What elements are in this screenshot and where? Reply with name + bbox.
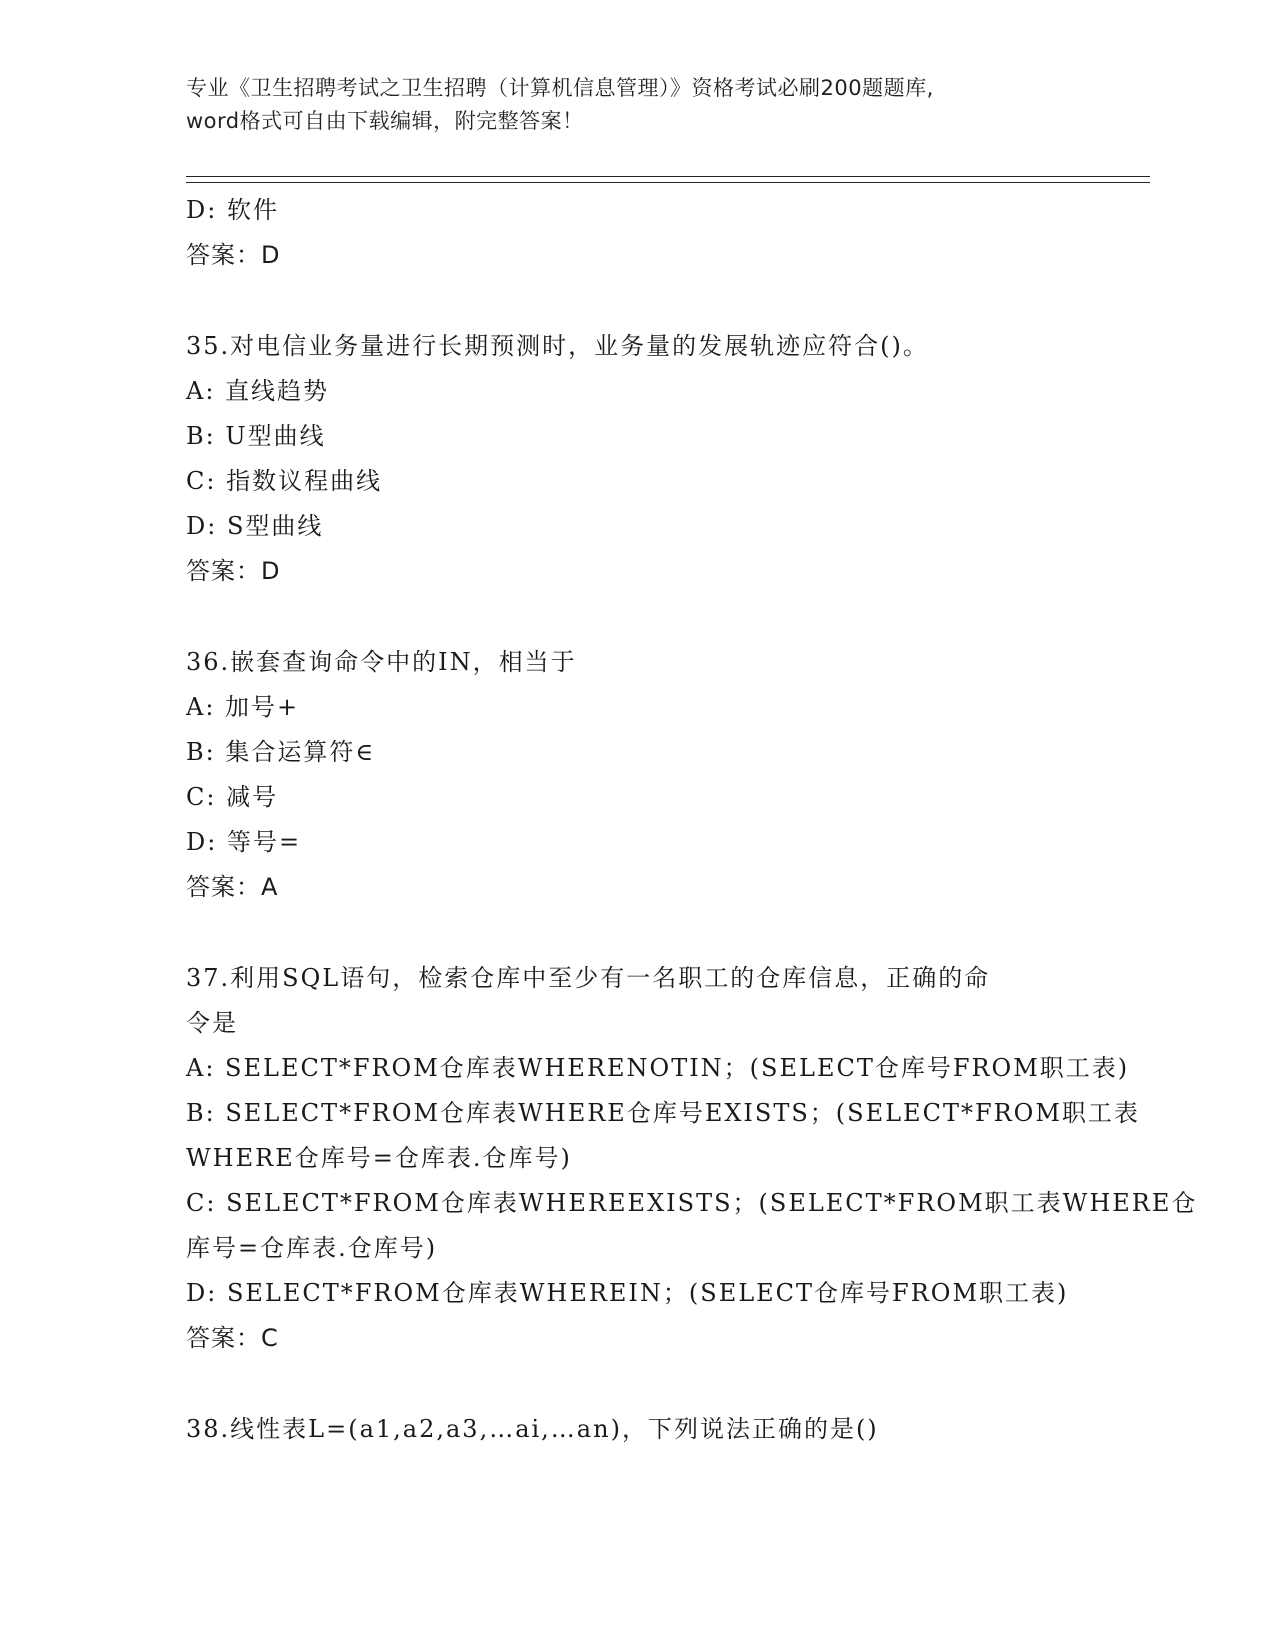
header-divider-bottom (186, 182, 1150, 183)
answer-line: 答案：D (186, 557, 281, 585)
option-b: B: U型曲线 (186, 422, 326, 450)
answer-line: 答案：D (186, 241, 281, 269)
question-block (186, 956, 1198, 1361)
option-d: D: 软件 (186, 196, 279, 224)
question-stem: 35.对电信业务量进行长期预测时，业务量的发展轨迹应符合()。 (186, 332, 929, 360)
page-header (186, 72, 1086, 138)
question-stem: 37.利用SQL语句，检索仓库中至少有一名职工的仓库信息，正确的命 (186, 964, 991, 992)
option-d: D: 等号= (186, 828, 302, 856)
option-a: A: 加号+ (186, 693, 300, 721)
option-c: C: 指数议程曲线 (186, 467, 383, 495)
question-stem-continued: 令是 (186, 1009, 238, 1037)
answer-line: 答案：A (186, 873, 279, 901)
option-d: D: SELECT*FROM仓库表WHEREIN；(SELECT仓库号FROM职工表) (186, 1279, 1069, 1307)
option-b: B: 集合运算符∈ (186, 738, 376, 766)
header-line-1: 专业《卫生招聘考试之卫生招聘（计算机信息管理）》资格考试必刷200题题库, (186, 76, 934, 100)
header-line-2: word格式可自由下载编辑，附完整答案！ (186, 109, 584, 133)
answer-line: 答案：C (186, 1324, 279, 1352)
question-block (186, 188, 1086, 278)
option-d: D: S型曲线 (186, 512, 324, 540)
option-b: B: SELECT*FROM仓库表WHERE仓库号EXISTS；(SELECT*FROM职工表 (186, 1099, 1140, 1127)
question-stem: 38.线性表L=(a1,a2,a3,…ai,…an)，下列说法正确的是() (186, 1415, 879, 1443)
question-list (186, 188, 1198, 1452)
question-stem: 36.嵌套查询命令中的IN，相当于 (186, 648, 577, 676)
option-c: C: SELECT*FROM仓库表WHEREEXISTS；(SELECT*FROM职工表WHERE仓 (186, 1189, 1198, 1217)
option-b-continued: WHERE仓库号=仓库表.仓库号) (186, 1144, 572, 1172)
option-a: A: 直线趋势 (186, 377, 330, 405)
option-c: C: 减号 (186, 783, 279, 811)
header-divider-top (186, 176, 1150, 177)
option-c-continued: 库号=仓库表.仓库号) (186, 1234, 438, 1262)
question-block (186, 1407, 1086, 1452)
question-block (186, 324, 1086, 594)
option-a: A: SELECT*FROM仓库表WHERENOTIN；(SELECT仓库号FROM职工表) (186, 1054, 1130, 1082)
question-block (186, 640, 1086, 910)
